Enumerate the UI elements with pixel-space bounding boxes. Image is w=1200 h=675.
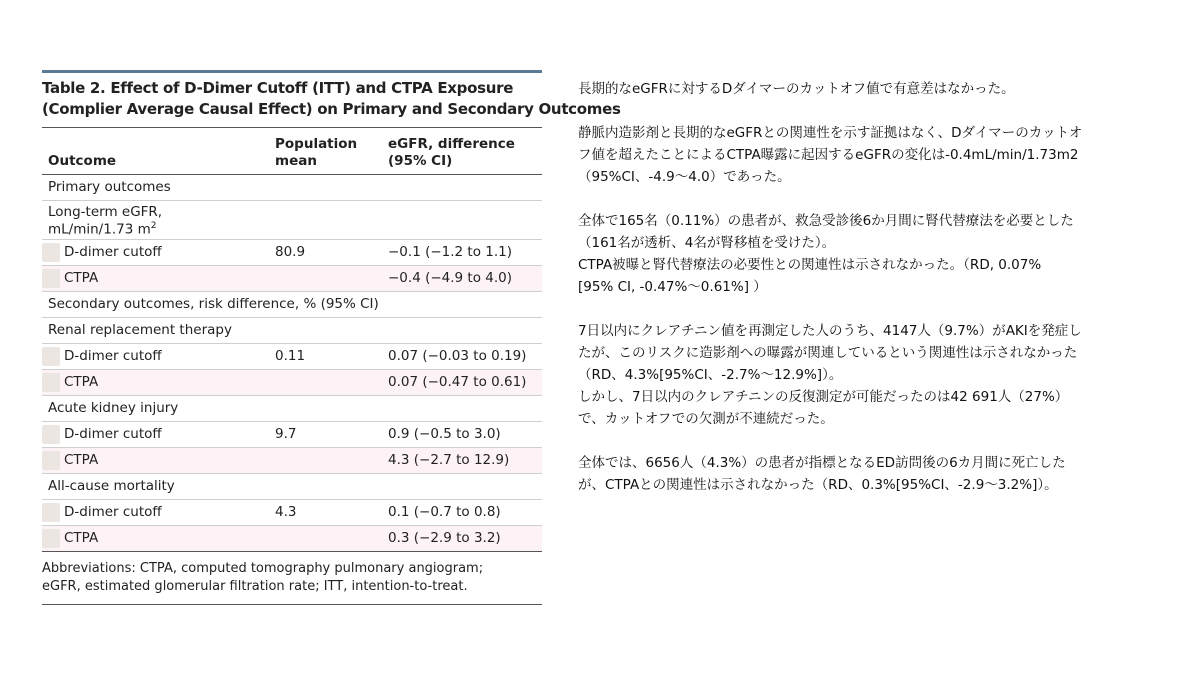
group-label: All-cause mortality bbox=[48, 478, 175, 494]
row-label: CTPA bbox=[64, 270, 99, 286]
note-paragraph-egfr-cutoff bbox=[578, 78, 1178, 100]
row-marker bbox=[42, 451, 60, 470]
row-difference: 0.07 (−0.03 to 0.19) bbox=[388, 348, 527, 364]
group-row-renal-replacement bbox=[42, 317, 542, 343]
note-line: フ値を超えたことによるCTPA曝露に起因するeGFRの変化は-0.4mL/min/1.73m2 bbox=[578, 147, 1079, 163]
col-header-population-line1: Population bbox=[275, 136, 358, 152]
row-difference: −0.1 (−1.2 to 1.1) bbox=[388, 244, 512, 260]
row-difference: 0.1 (−0.7 to 0.8) bbox=[388, 504, 501, 520]
note-line: しかし、7日以内のクレアチニンの反復測定が可能だったのは42 691人（27%） bbox=[578, 389, 1069, 405]
section-label: Primary outcomes bbox=[48, 179, 171, 195]
col-header-egfr-line1: eGFR, difference bbox=[388, 136, 515, 152]
table-row bbox=[42, 447, 542, 473]
group-label bbox=[48, 205, 248, 237]
table-row bbox=[42, 369, 542, 395]
col-header-egfr-line2: (95% CI) bbox=[388, 153, 453, 169]
table-row bbox=[42, 239, 542, 265]
footnote-end-rule bbox=[42, 604, 542, 605]
group-label: Renal replacement therapy bbox=[48, 322, 232, 338]
group-row-acute-kidney-injury bbox=[42, 395, 542, 421]
table-row bbox=[42, 265, 542, 291]
group-label-superscript: 2 bbox=[150, 221, 157, 231]
row-label: D-dimer cutoff bbox=[64, 426, 162, 442]
section-row-primary-outcomes bbox=[42, 174, 542, 200]
row-marker bbox=[42, 529, 60, 548]
note-paragraph-contrast-egfr bbox=[578, 122, 1178, 188]
abbreviations-footnote bbox=[42, 560, 542, 596]
note-line: （RD、4.3%[95%CI、-2.7%〜12.9%]）。 bbox=[578, 367, 843, 383]
row-population-mean: 80.9 bbox=[275, 244, 306, 260]
group-row-all-cause-mortality bbox=[42, 473, 542, 499]
note-line: 全体では、6656人（4.3%）の患者が指標となるED訪問後の6カ月間に死亡した bbox=[578, 455, 1066, 471]
note-paragraph-renal-replacement bbox=[578, 210, 1178, 298]
col-header-population-line2: mean bbox=[275, 153, 317, 169]
section-row-secondary-outcomes bbox=[42, 291, 542, 317]
row-marker bbox=[42, 347, 60, 366]
note-line: が、CTPAとの関連性は示されなかった（RD、0.3%[95%CI、-2.9〜3.2%]）。 bbox=[578, 477, 1058, 493]
row-difference: 0.3 (−2.9 to 3.2) bbox=[388, 530, 501, 546]
row-population-mean: 9.7 bbox=[275, 426, 297, 442]
note-line: 全体で165名（0.11%）の患者が、救急受診後6か月間に腎代替療法を必要とした bbox=[578, 213, 1074, 229]
caption-line-2: (Complier Average Causal Effect) on Primary and Secondary Outcomes bbox=[42, 100, 621, 118]
note-paragraph-mortality bbox=[578, 452, 1178, 496]
row-population-mean: 0.11 bbox=[275, 348, 306, 364]
group-label: Acute kidney injury bbox=[48, 400, 179, 416]
group-row-long-term-egfr bbox=[42, 200, 542, 239]
row-population-mean: 4.3 bbox=[275, 504, 297, 520]
row-difference: 0.07 (−0.47 to 0.61) bbox=[388, 374, 527, 390]
row-marker bbox=[42, 243, 60, 262]
table-top-rule bbox=[42, 70, 542, 73]
row-marker bbox=[42, 425, 60, 444]
row-label: CTPA bbox=[64, 374, 99, 390]
row-marker bbox=[42, 269, 60, 288]
note-line: （161名が透析、4名が腎移植を受けた）。 bbox=[578, 235, 836, 251]
row-difference: −0.4 (−4.9 to 4.0) bbox=[388, 270, 512, 286]
caption-line-1: Table 2. Effect of D-Dimer Cutoff (ITT) and CTPA Exposure bbox=[42, 79, 514, 97]
results-table-panel bbox=[42, 70, 621, 605]
row-difference: 0.9 (−0.5 to 3.0) bbox=[388, 426, 501, 442]
abbreviations-line-1: Abbreviations: CTPA, computed tomography pulmonary angiogram; bbox=[42, 561, 484, 576]
col-header-population-mean bbox=[275, 136, 357, 170]
table-bottom-rule bbox=[42, 551, 542, 552]
note-line: たが、このリスクに造影剤への曝露が関連しているという関連性は示されなかった bbox=[578, 345, 1078, 361]
section-label: Secondary outcomes, risk difference, % (95% CI) bbox=[48, 296, 379, 312]
col-header-egfr-difference bbox=[388, 136, 515, 170]
note-line: （95%CI、-4.9〜4.0）であった。 bbox=[578, 169, 791, 185]
group-label-line1: Long-term eGFR, bbox=[48, 204, 163, 220]
row-difference: 4.3 (−2.7 to 12.9) bbox=[388, 452, 510, 468]
note-line: [95% CI, -0.47%〜0.61%] ） bbox=[578, 279, 767, 295]
table-row bbox=[42, 343, 542, 369]
group-label-line2: mL/min/1.73 m bbox=[48, 221, 151, 238]
table-row bbox=[42, 525, 542, 551]
row-label: D-dimer cutoff bbox=[64, 244, 162, 260]
row-label: CTPA bbox=[64, 530, 99, 546]
note-line: 7日以内にクレアチニン値を再測定した人のうち、4147人（9.7%）がAKIを発症し bbox=[578, 323, 1082, 339]
row-label: D-dimer cutoff bbox=[64, 504, 162, 520]
note-line: 長期的なeGFRに対するDダイマーのカットオフ値で有意差はなかった。 bbox=[578, 81, 1015, 97]
row-marker bbox=[42, 503, 60, 522]
note-paragraph-aki bbox=[578, 320, 1178, 430]
table-caption bbox=[42, 78, 621, 120]
table-row bbox=[42, 421, 542, 447]
table-row bbox=[42, 499, 542, 525]
row-marker bbox=[42, 373, 60, 392]
note-line: 静脈内造影剤と長期的なeGFRとの関連性を示す証拠はなく、Dダイマーのカットオ bbox=[578, 125, 1083, 141]
note-line: CTPA被曝と腎代替療法の必要性との関連性は示されなかった。（RD, 0.07% bbox=[578, 257, 1042, 273]
japanese-summary-notes bbox=[578, 78, 1178, 518]
abbreviations-line-2: eGFR, estimated glomerular filtration rate; ITT, intention-to-treat. bbox=[42, 579, 468, 594]
row-label: CTPA bbox=[64, 452, 99, 468]
note-line: で、カットオフでの欠測が不連続だった。 bbox=[578, 411, 834, 427]
table-header bbox=[42, 128, 542, 174]
col-header-outcome: Outcome bbox=[48, 153, 117, 169]
row-label: D-dimer cutoff bbox=[64, 348, 162, 364]
